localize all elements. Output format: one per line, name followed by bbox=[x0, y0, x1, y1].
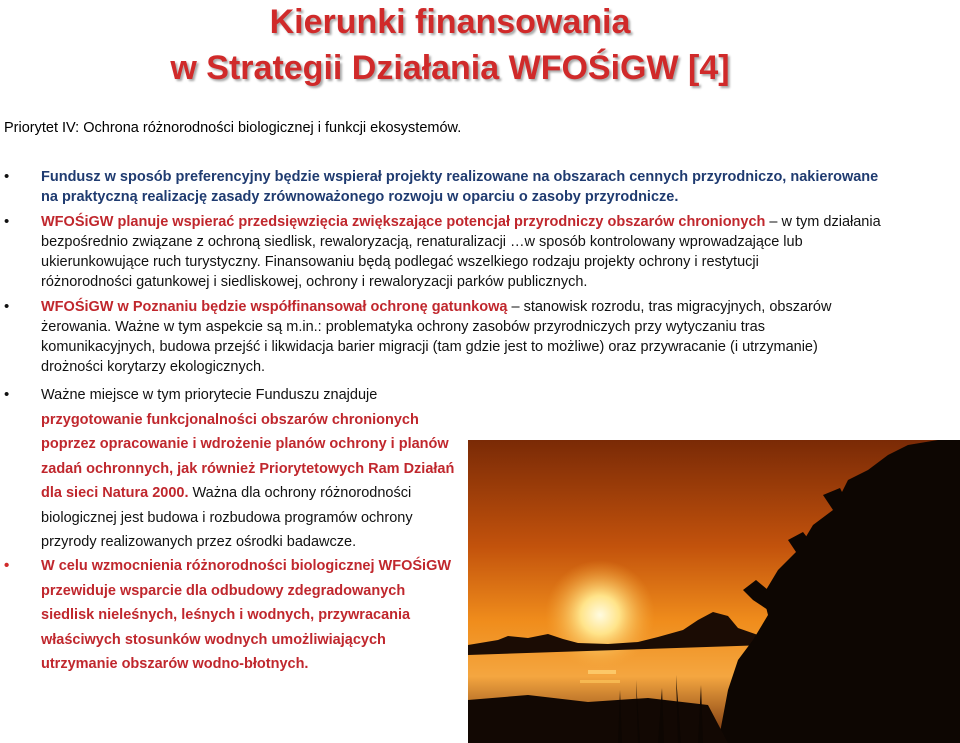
bullet-3-highlight: WFOŚiGW w Poznaniu będzie współfinansował ochronę gatunkową bbox=[41, 299, 508, 315]
bullet-4-line-6: biologicznej jest budowa i rozbudowa programów ochrony bbox=[41, 509, 413, 526]
bullet-5-line-3: siedlisk nieleśnych, leśnych i wodnych, przywracania bbox=[41, 607, 411, 623]
bullet-dot-icon: • bbox=[4, 298, 10, 315]
bullet-3 bbox=[4, 297, 832, 377]
sunset-image bbox=[468, 440, 960, 743]
bullet-4-red-line-3: zadań ochronnych, jak również Priorytetowych Ram Działań bbox=[41, 460, 455, 477]
page-title-line-1: Kierunki finansowania bbox=[269, 3, 631, 41]
bullet-4-red-line-2: poprzez opracowanie i wdrożenie planów ochrony i planów bbox=[41, 436, 449, 452]
bullet-1-line-2: na praktyczną realizację zasady zrównoważonego rozwoju w oparciu o zasoby przyrodnicze. bbox=[41, 189, 679, 205]
bullet-4-line-7: przyrody realizowanych przez ośrodki badawcze. bbox=[41, 534, 357, 550]
bullet-5-line-2: przewiduje wsparcie dla odbudowy zdegradowanych bbox=[41, 582, 406, 599]
bullet-3-line-4: drożności korytarzy ekologicznych. bbox=[41, 359, 266, 375]
bullet-4-red-line-1: przygotowanie funkcjonalności obszarów chronionych bbox=[41, 411, 419, 428]
bullet-2-line-4: różnorodności gatunkowej i siedliskowej, ochrony i rewaloryzacji parków publicznych. bbox=[41, 274, 588, 290]
bullet-3-line-2: żerowania. Ważne w tym aspekcie są m.in.: problematyka ochrony zasobów przyrodniczych przy wytyczaniu tras bbox=[41, 319, 765, 335]
bullet-2 bbox=[4, 212, 881, 292]
bullet-1 bbox=[4, 167, 879, 207]
priority-subtitle: Priorytet IV: Ochrona różnorodności biologicznej i funkcji ekosystemów. bbox=[4, 120, 462, 136]
bullet-4 bbox=[4, 383, 455, 555]
bullet-1-line-1: Fundusz w sposób preferencyjny będzie wspierał projekty realizowane na obszarach cennych przyrodniczo, nakierowane bbox=[41, 169, 879, 185]
bullet-dot-icon: • bbox=[4, 386, 10, 403]
bullet-5-line-4: właściwych stosunków wodnych umożliwiających bbox=[41, 631, 386, 648]
bullet-2-line-3: ukierunkowujące ruch turystyczny. Finansowaniu będą podlegać wszelkiego rodzaju projekty ochrony i restytucji bbox=[41, 254, 759, 270]
bullet-3-line-1-rest: – stanowisk rozrodu, tras migracyjnych, obszarów bbox=[507, 299, 832, 315]
bullet-2-line-2: bezpośrednio związane z ochroną siedlisk, rewaloryzacją, renaturalizacji …w sposób kontrolowany wprowadzające lub bbox=[41, 234, 803, 250]
bullet-2-highlight: WFOŚiGW planuje wspierać przedsięwzięcia zwiększające potencjał przyrodniczy obszarów chronionych bbox=[41, 214, 766, 230]
bullet-4-line-1: Ważne miejsce w tym priorytecie Funduszu znajduje bbox=[41, 387, 378, 403]
bullet-5 bbox=[4, 554, 452, 677]
sunset-photo bbox=[468, 440, 960, 743]
bullet-2-line-1-rest: – w tym działania bbox=[765, 214, 881, 230]
bullet-5-line-1: W celu wzmocnienia różnorodności biologicznej WFOŚiGW bbox=[41, 558, 452, 574]
bullet-5-line-5: utrzymanie obszarów wodno-błotnych. bbox=[41, 656, 309, 672]
page-title-line-2: w Strategii Działania WFOŚiGW [4] bbox=[170, 49, 730, 87]
bullet-dot-icon: • bbox=[4, 168, 10, 185]
bullet-3-line-3: komunikacyjnych, budowa przejść i likwidacja barier migracji (tam gdzie jest to możliwe) oraz przywracanie (i utrzymanie) bbox=[41, 339, 818, 355]
bullet-4-red-tail: dla sieci Natura 2000. bbox=[41, 485, 189, 501]
bullet-dot-icon: • bbox=[4, 557, 10, 574]
bullet-4-tail-rest: Ważna dla ochrony różnorodności bbox=[188, 485, 412, 501]
bullet-dot-icon: • bbox=[4, 213, 10, 230]
